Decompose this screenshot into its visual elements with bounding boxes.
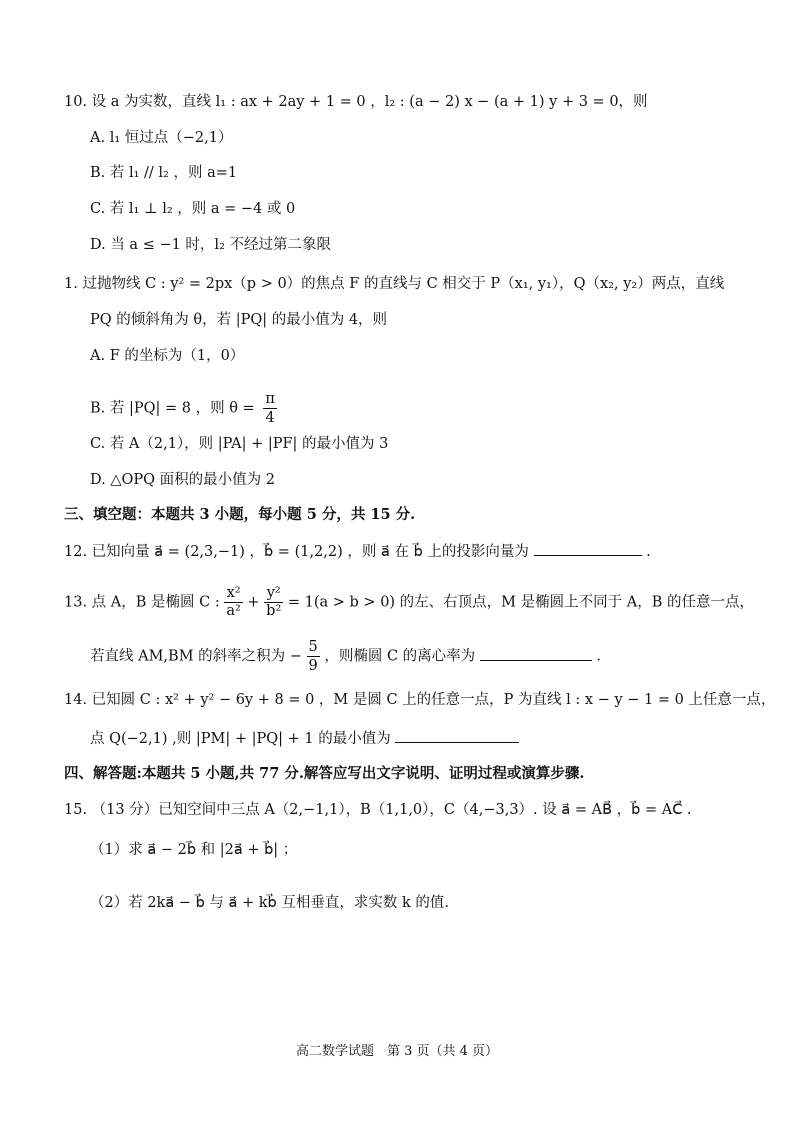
- q15-part2: （2）若 2ka⃗ − b⃗ 与 a⃗ + kb⃗ 互相垂直，求实数 k 的值.: [90, 895, 449, 911]
- q11-fraction-num: π: [265, 391, 275, 407]
- q11-fraction-den: 4: [265, 410, 275, 426]
- q13-fraction-slope-num: 5: [308, 639, 318, 655]
- q12: [64, 541, 651, 562]
- q13-fraction-x-num: x²: [224, 585, 242, 603]
- q14-line1: 14. 已知圆 C : x² + y² − 6y + 8 = 0 ，M 是圆 C 上的任意一点，P 为直线 l : x − y − 1 = 0 上任意一点，: [64, 692, 776, 708]
- q11-option-b-text: B. 若 |PQ| = 8 ，则 θ =: [90, 400, 255, 417]
- q11-stem-line2: PQ 的倾斜角为 θ，若 |PQ| 的最小值为 4，则: [90, 312, 388, 328]
- q11-option-c: C. 若 A（2,1），则 |PA| + |PF| 的最小值为 3: [90, 436, 389, 452]
- q10-option-d: D. 当 a ≤ −1 时，l₂ 不经过第二象限: [90, 237, 331, 253]
- q10-option-c: C. 若 l₁ ⊥ l₂ ，则 a = −4 或 0: [90, 201, 296, 217]
- q13-line2-post: ，则椭圆 C 的离心率为: [324, 648, 476, 665]
- q15-stem: 15. （13 分）已知空间中三点 A（2,−1,1），B（1,1,0），C（4,−3,3）. 设 a⃗ = AB⃗ ，b⃗ = AC⃗ .: [64, 802, 692, 818]
- q12-end: .: [646, 544, 651, 560]
- q14-line2-text: 点 Q(−2,1) ,则 |PM| + |PQ| + 1 的最小值为: [90, 731, 391, 747]
- q10-option-b: B. 若 l₁ // l₂ ，则 a=1: [90, 165, 238, 181]
- q12-text: 12. 已知向量 a⃗ = (2,3,−1) ，b⃗ = (1,2,2) ，则 a⃗ 在 b⃗ 上的投影向量为: [64, 544, 529, 560]
- q11-stem-line1: 1. 过抛物线 C : y² = 2px（p > 0）的焦点 F 的直线与 C 相交于 P（x₁, y₁），Q（x₂, y₂）两点，直线: [64, 276, 725, 292]
- q13-fraction-slope-den: 9: [308, 658, 318, 674]
- q10-stem: 10. 设 a 为实数，直线 l₁ : ax + 2ay + 1 = 0 ，l₂ : (a − 2) x − (a + 1) y + 3 = 0，则: [64, 94, 648, 110]
- q13-line2-pre: 若直线 AM,BM 的斜率之积为 −: [90, 648, 302, 665]
- q11-option-b: [90, 390, 277, 427]
- q13-pre: 13. 点 A，B 是椭圆 C :: [64, 594, 220, 611]
- q13-line1: [64, 585, 754, 620]
- q14-line2: [90, 728, 519, 749]
- q13-post: = 1(a > b > 0) 的左、右顶点，M 是椭圆上不同于 A，B 的任意一点，: [287, 594, 754, 611]
- q13-plus: +: [247, 594, 260, 611]
- q11-option-d: D. △OPQ 面积的最小值为 2: [90, 472, 275, 488]
- q13-end: .: [596, 648, 601, 665]
- q13-answer-blank: [480, 646, 592, 661]
- q15-part1: （1）求 a⃗ − 2b⃗ 和 |2a⃗ + b⃗| ；: [90, 842, 298, 858]
- q13-fraction-x-den: a²: [226, 603, 241, 619]
- q14-answer-blank: [395, 728, 519, 743]
- q11-option-a: A. F 的坐标为（1，0）: [90, 348, 245, 364]
- q11-fraction: [263, 390, 277, 427]
- section-3-heading: 三、填空题：本题共 3 小题，每小题 5 分，共 15 分.: [64, 506, 416, 523]
- q13-line2: [90, 638, 601, 675]
- q13-fraction-x: [224, 585, 242, 620]
- q10-option-a: A. l₁ 恒过点（−2,1）: [90, 130, 233, 146]
- q13-fraction-y-num: y²: [264, 585, 283, 603]
- page-footer: 高二数学试题 第 3 页（共 4 页）: [295, 1044, 499, 1059]
- q12-answer-blank: [534, 541, 642, 556]
- q13-fraction-y-den: b²: [266, 603, 282, 619]
- q13-fraction-y: [264, 585, 283, 620]
- section-4-heading: 四、解答题:本题共 5 小题,共 77 分.解答应写出文字说明、证明过程或演算步骤.: [64, 765, 585, 782]
- q13-fraction-slope: [307, 638, 320, 675]
